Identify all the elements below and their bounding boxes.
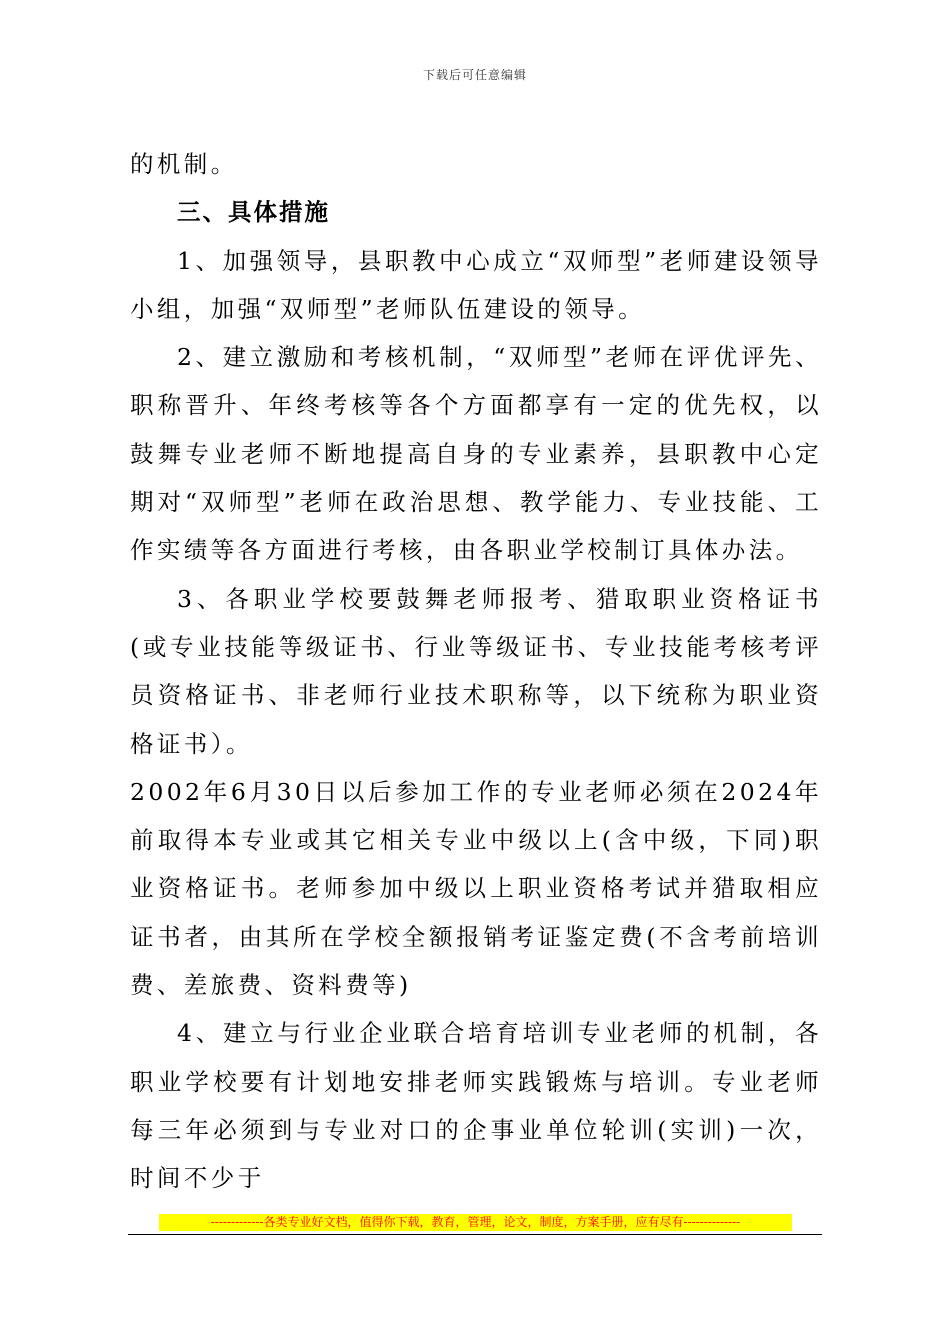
- page-header: 下载后可任意编辑: [422, 68, 527, 82]
- section-heading: 三、具体措施: [177, 198, 330, 227]
- paragraph-3: 3、各职业学校要鼓舞老师报考、猎取职业资格证书(或专业技能等级证书、行业等级证书、专业技能考核考评员资格证书、非老师行业技术职称等，以下统称为职业资格证书）。: [130, 584, 822, 758]
- paragraph-4: 4、建立与行业企业联合培育培训专业老师的机制，各职业学校要有计划地安排老师实践锻炼与培训。专业老师每三年必须到与专业对口的企事业单位轮训(实训)一次，时间不少于: [130, 1019, 822, 1193]
- footer-divider: [128, 1234, 822, 1235]
- footer-banner: -------------各类专业好文档，值得你下载，教育，管理，论文，制度，方案手册，应有尽有--------------: [159, 1214, 792, 1231]
- paragraph-1: 1、加强领导，县职教中心成立“双师型”老师建设领导小组，加强“双师型”老师队伍建设的领导。: [130, 246, 822, 323]
- paragraph-3-continued: 2002年6月30日以后参加工作的专业老师必须在2024年前取得本专业或其它相关专业中级以上(含中级，下同)职业资格证书。老师参加中级以上职业资格考试并猎取相应证书者，由其所在学校全额报销考证鉴定费(不含考前培训费、差旅费、资料费等): [130, 777, 822, 1000]
- document-body: [130, 140, 822, 1203]
- continuation-line: 的机制。: [130, 150, 238, 178]
- paragraph-2: 2、建立激励和考核机制，“双师型”老师在评优评先、职称晋升、年终考核等各个方面都享有一定的优先权，以鼓舞专业老师不断地提高自身的专业素养，县职教中心定期对“双师型”老师在政治思想、教学能力、专业技能、工作实绩等各方面进行考核，由各职业学校制订具体办法。: [130, 343, 822, 565]
